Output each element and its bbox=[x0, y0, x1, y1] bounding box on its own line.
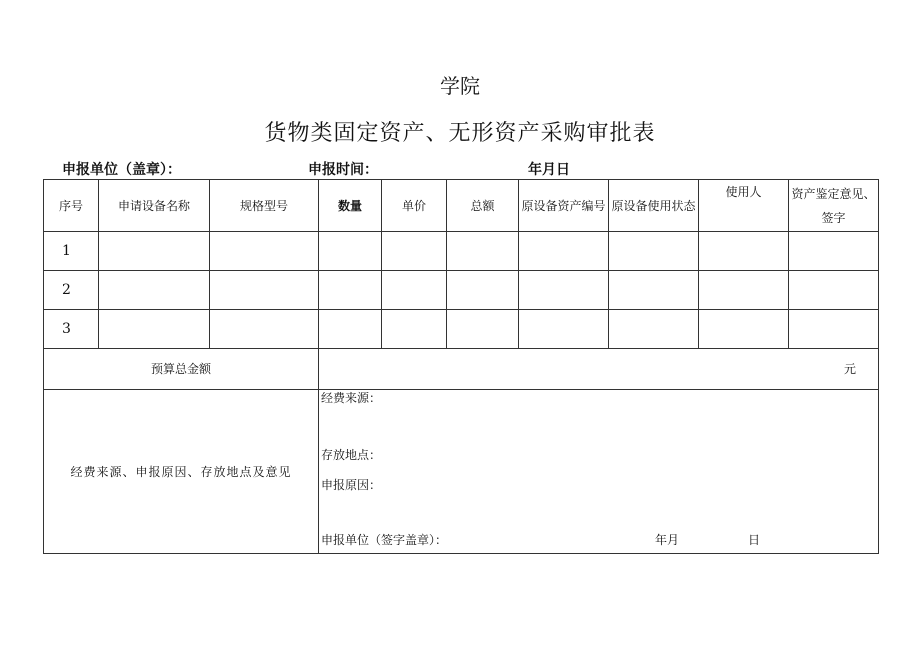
col-header-quantity: 数量 bbox=[319, 180, 382, 232]
storage-location-label: 存放地点： bbox=[321, 448, 382, 462]
page-title-form: 货物类固定资产、无形资产采购审批表 bbox=[264, 121, 656, 146]
table-row bbox=[44, 271, 879, 310]
page-title-school: 学院 bbox=[440, 74, 480, 98]
signature-unit-label: 申报单位（签字盖章）： bbox=[321, 533, 448, 547]
application-reason-label: 申报原因： bbox=[321, 478, 382, 492]
cell-unit-price[interactable] bbox=[382, 271, 447, 310]
cell-quantity[interactable] bbox=[319, 232, 382, 271]
application-date-label: 年月日 bbox=[528, 162, 570, 178]
row-serial: 1 bbox=[44, 232, 99, 271]
cell-original-status[interactable] bbox=[609, 310, 699, 349]
table-header-row bbox=[44, 180, 879, 232]
col-header-unit-price: 单价 bbox=[382, 180, 447, 232]
budget-unit: 元 bbox=[843, 362, 856, 376]
cell-appraisal[interactable] bbox=[789, 310, 879, 349]
cell-original-asset-no[interactable] bbox=[519, 271, 609, 310]
cell-appraisal[interactable] bbox=[789, 271, 879, 310]
col-header-model: 规格型号 bbox=[210, 180, 319, 232]
cell-user[interactable] bbox=[699, 271, 789, 310]
cell-device-name[interactable] bbox=[99, 271, 210, 310]
cell-quantity[interactable] bbox=[319, 310, 382, 349]
col-header-original-asset-no: 原设备资产编号 bbox=[519, 180, 609, 232]
approval-table bbox=[43, 179, 879, 554]
cell-model[interactable] bbox=[210, 271, 319, 310]
table-row bbox=[44, 310, 879, 349]
col-header-serial: 序号 bbox=[44, 180, 99, 232]
row-serial: 3 bbox=[44, 310, 99, 349]
details-section-label: 经费来源、申报原因、存放地点及意见 bbox=[44, 390, 319, 554]
signature-day: 日 bbox=[748, 533, 761, 547]
signature-year-month: 年月 bbox=[655, 533, 680, 547]
cell-user[interactable] bbox=[699, 232, 789, 271]
cell-model[interactable] bbox=[210, 310, 319, 349]
details-row bbox=[44, 390, 879, 554]
cell-user[interactable] bbox=[699, 310, 789, 349]
budget-total-value[interactable] bbox=[319, 349, 879, 390]
cell-device-name[interactable] bbox=[99, 310, 210, 349]
cell-total[interactable] bbox=[447, 271, 519, 310]
row-serial: 2 bbox=[44, 271, 99, 310]
fund-source-label: 经费来源： bbox=[321, 391, 382, 405]
budget-row bbox=[44, 349, 879, 390]
cell-original-asset-no[interactable] bbox=[519, 310, 609, 349]
col-header-appraisal: 资产鉴定意见、签字 bbox=[789, 180, 879, 232]
cell-device-name[interactable] bbox=[99, 232, 210, 271]
application-time-label: 申报时间： bbox=[308, 162, 378, 178]
cell-quantity[interactable] bbox=[319, 271, 382, 310]
col-header-original-status: 原设备使用状态 bbox=[609, 180, 699, 232]
cell-original-asset-no[interactable] bbox=[519, 232, 609, 271]
cell-total[interactable] bbox=[447, 310, 519, 349]
details-content[interactable] bbox=[319, 390, 879, 554]
cell-unit-price[interactable] bbox=[382, 310, 447, 349]
col-header-user: 使用人 bbox=[699, 180, 789, 232]
cell-model[interactable] bbox=[210, 232, 319, 271]
cell-unit-price[interactable] bbox=[382, 232, 447, 271]
cell-total[interactable] bbox=[447, 232, 519, 271]
cell-original-status[interactable] bbox=[609, 232, 699, 271]
applicant-unit-label: 申报单位（盖章）： bbox=[62, 162, 181, 178]
budget-total-label: 预算总金额 bbox=[44, 349, 319, 390]
cell-appraisal[interactable] bbox=[789, 232, 879, 271]
cell-original-status[interactable] bbox=[609, 271, 699, 310]
col-header-total: 总额 bbox=[447, 180, 519, 232]
col-header-device-name: 申请设备名称 bbox=[99, 180, 210, 232]
table-row bbox=[44, 232, 879, 271]
